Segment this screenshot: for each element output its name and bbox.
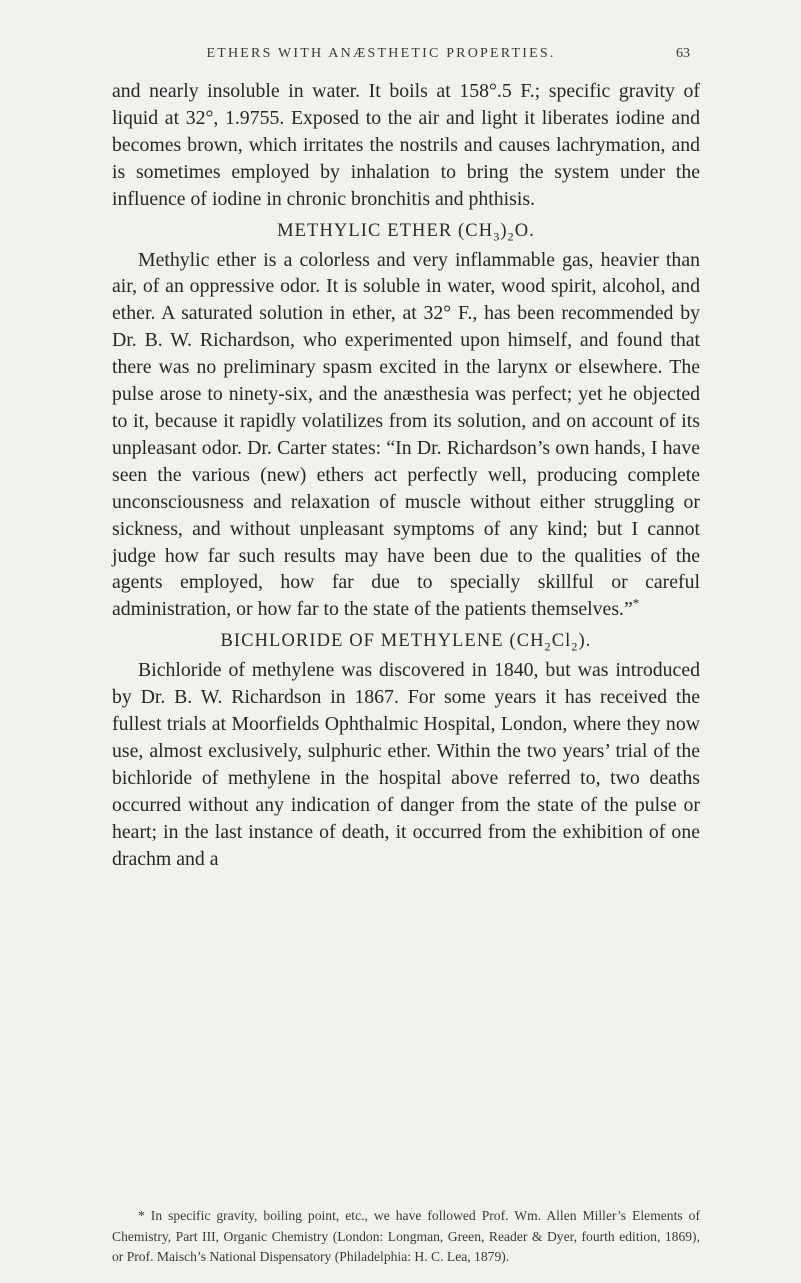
heading-methylic-ether: METHYLIC ETHER $(CH_3)_2O$. <box>277 220 535 244</box>
footnote-text: In specific gravity, boiling point, etc., we have followed Prof. Wm. Allen Miller’s Elements of Chemistry, Part III, Organic Chemistry (London: Longman, Green, Reader & Dyer, fourth edition, 1869), or Prof. Maisch’s National Dispensatory (Philadelphia: H. C. Lea, 1879). <box>112 1208 700 1264</box>
page-number: 63 <box>676 46 690 61</box>
paragraph-methylic-ether: Methylic ether is a colorless and very inflammable gas, heavier than air, of an oppressive odor. It is soluble in water, wood spirit, alcohol, and ether. A saturated solution in ether, at 32° F., has been recommended by Dr. B. W. Richardson, who experimented upon himself, and found that there was no preliminary spasm excited in the larynx or elsewhere. The pulse arose to ninety-six, and the anæsthesia was perfect; yet he objected to it, because it rapidly volatilizes from its solution, and on account of its unpleasant odor. Dr. Carter states: “In Dr. Richardson’s own hands, I have seen the various (new) ethers act perfectly well, producing complete unconsciousness and relaxation of muscle without either struggling or sickness, and without unpleasant symptoms of any kind; but I cannot judge how far such results may have been due to the qualities of the agents employed, how far due to specially skillful or careful administration, or how far to the state of the patients themselves.”* <box>112 248 700 621</box>
running-title: ETHERS WITH ANÆSTHETIC PROPERTIES. <box>206 46 556 61</box>
footnote-marker: * <box>138 1208 145 1223</box>
footnote <box>112 1206 700 1268</box>
paragraph-iodide-continued: and nearly insoluble in water. It boils at 158°.5 F.; specific gravity of liquid at 32°, 1.9755. Exposed to the air and light it liberates iodine and becomes brown, which irritates the nostrils and causes lachrymation, and is sometimes employed by inhalation to bring the system under the influence of iodine in chronic bronchitis and phthisis. <box>112 80 700 210</box>
heading-name: BICHLORIDE OF METHYLENE <box>220 631 504 652</box>
heading-bichloride-of-methylene: BICHLORIDE OF METHYLENE $(CH_2Cl_2)$. <box>220 631 592 654</box>
running-head <box>132 46 690 70</box>
footnote-reference: * <box>632 595 640 611</box>
paragraph-bichloride: Bichloride of methylene was discovered in 1840, but was introduced by Dr. B. W. Richardson in 1867. For some years it has received the fullest trials at Moorfields Ophthalmic Hospital, London, where they now use, almost exclusively, sulphuric ether. Within the two years’ trial of the bichloride of methylene in the hospital above referred to, two deaths occurred without any indication of danger from the state of the pulse or heart; in the last instance of death, it occurred from the exhibition of one drachm and a <box>112 659 700 870</box>
body-text <box>112 78 700 872</box>
heading-name: METHYLIC ETHER <box>277 220 453 241</box>
